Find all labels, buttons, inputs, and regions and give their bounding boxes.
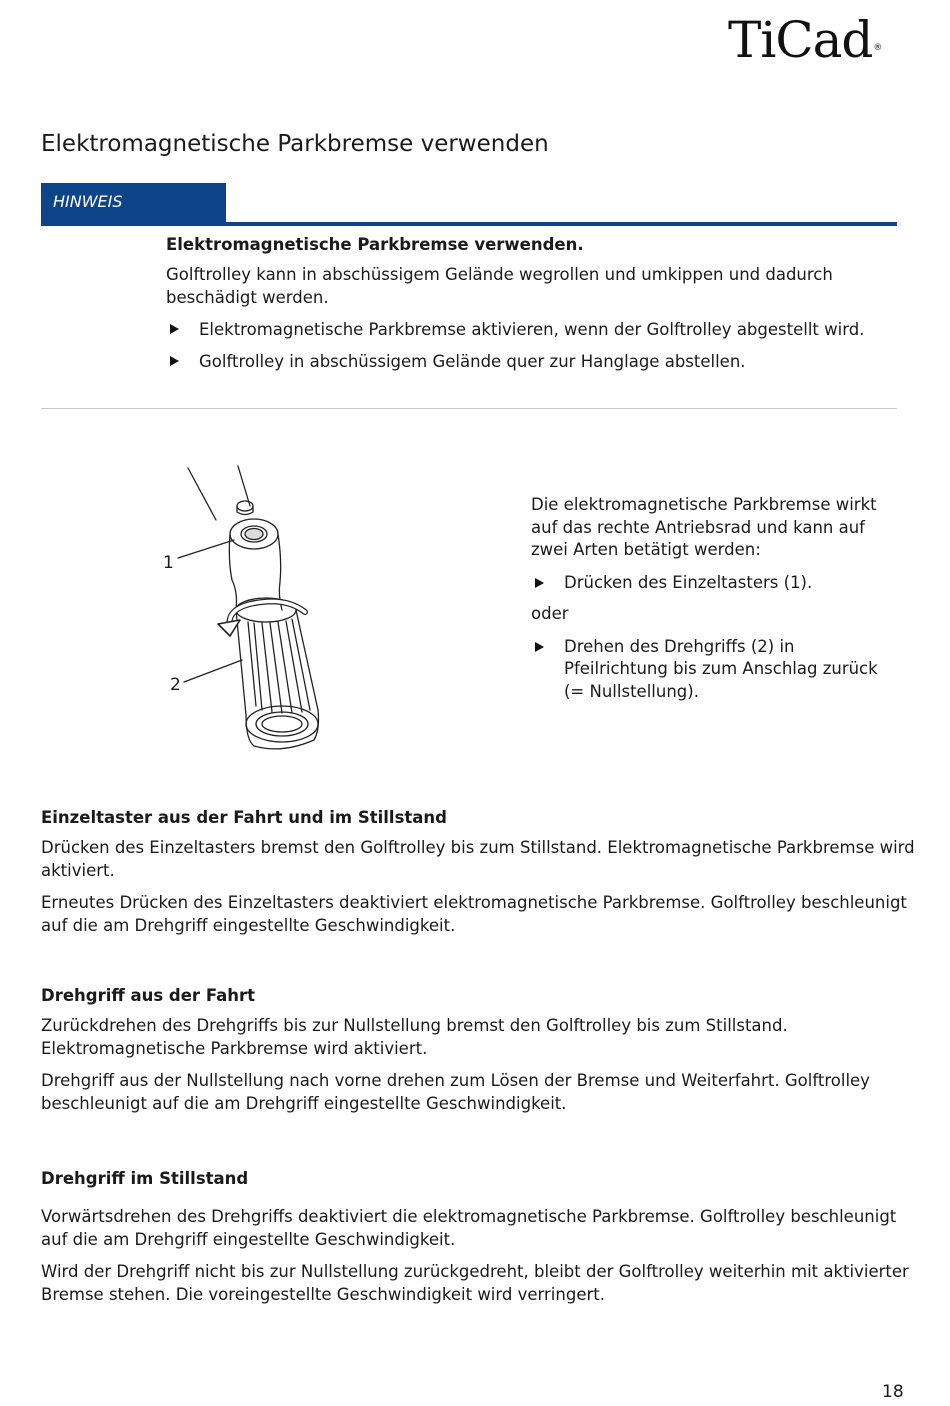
brake-description [531, 494, 891, 712]
or-separator: oder [531, 604, 569, 623]
list-item-text: Elektromagnetische Parkbremse aktivieren, wenn der Golftrolley abgestellt wird. [199, 320, 865, 339]
notice-text: Golftrolley kann in abschüssigem Gelände wegrollen und umkippen und dadurch beschädigt werden. [166, 265, 833, 307]
notice-heading: Elektromagnetische Parkbremse verwenden. [166, 235, 584, 254]
list-item [531, 636, 891, 704]
list-item [166, 318, 866, 341]
section-paragraph: Erneutes Drücken des Einzeltasters deaktiviert elektromagnetische Parkbremse. Golftrolley beschleunigt auf die am Drehgriff eingestellte Geschwindigkeit. [41, 893, 907, 935]
ticad-logo [728, 8, 881, 72]
notice-top-rule [41, 222, 897, 226]
brake-intro: Die elektromagnetische Parkbremse wirkt auf das rechte Antriebsrad und kann auf zwei Arten betätigt werden: [531, 495, 877, 559]
section-paragraph: Drehgriff aus der Nullstellung nach vorne drehen zum Lösen der Bremse und Weiterfahrt. Golftrolley beschleunigt auf die am Drehgriff eingestellte Geschwindigkeit. [41, 1071, 870, 1113]
handle-twist-grip-illustration [150, 460, 350, 760]
callout-1: 1 [163, 553, 174, 573]
notice-label: HINWEIS [41, 183, 226, 223]
section-twist-grip-standstill [41, 1168, 921, 1316]
notice-bottom-rule [41, 408, 897, 409]
section-paragraph: Wird der Drehgriff nicht bis zur Nullstellung zurückgedreht, bleibt der Golftrolley weiterhin mit aktivierter Bremse stehen. Die voreingestellte Geschwindigkeit wird verringert. [41, 1262, 909, 1304]
registered-mark: ® [873, 43, 882, 53]
list-item-text: Drehen des Drehgriffs (2) in Pfeilrichtung bis zum Anschlag zurück (= Nullstellung). [564, 636, 878, 701]
bullet-arrow-icon [170, 356, 179, 366]
list-item-text: Drücken des Einzeltasters (1). [564, 572, 813, 592]
brake-options-list [531, 636, 891, 704]
section-heading: Drehgriff aus der Fahrt [41, 986, 256, 1005]
callout-2: 2 [170, 675, 181, 695]
section-paragraph: Drücken des Einzeltasters bremst den Golftrolley bis zum Stillstand. Elektromagnetische Parkbremse wird aktiviert. [41, 838, 915, 880]
bullet-arrow-icon [535, 578, 544, 588]
list-item-text: Golftrolley in abschüssigem Gelände quer zur Hanglage abstellen. [199, 352, 746, 371]
bullet-arrow-icon [170, 324, 179, 334]
handle-twist-grip-icon [150, 460, 350, 760]
section-twist-grip-driving [41, 985, 921, 1125]
section-heading: Einzeltaster aus der Fahrt und im Stillstand [41, 808, 447, 827]
list-item [531, 572, 891, 595]
section-heading: Drehgriff im Stillstand [41, 1169, 249, 1188]
list-item [166, 350, 866, 373]
page-title: Elektromagnetische Parkbremse verwenden [41, 131, 549, 157]
page-number: 18 [882, 1382, 904, 1402]
section-paragraph: Zurückdrehen des Drehgriffs bis zur Nullstellung bremst den Golftrolley bis zum Stillstand. Elektromagnetische Parkbremse wird aktiviert. [41, 1016, 788, 1058]
notice-body [166, 233, 866, 382]
section-push-button [41, 807, 921, 947]
brake-options-list [531, 572, 891, 595]
logo-text: TiCad [728, 11, 873, 69]
section-paragraph: Vorwärtsdrehen des Drehgriffs deaktiviert die elektromagnetische Parkbremse. Golftrolley beschleunigt auf die am Drehgriff eingestellte Geschwindigkeit. [41, 1207, 897, 1249]
bullet-arrow-icon [535, 642, 544, 652]
notice-list [166, 318, 866, 373]
